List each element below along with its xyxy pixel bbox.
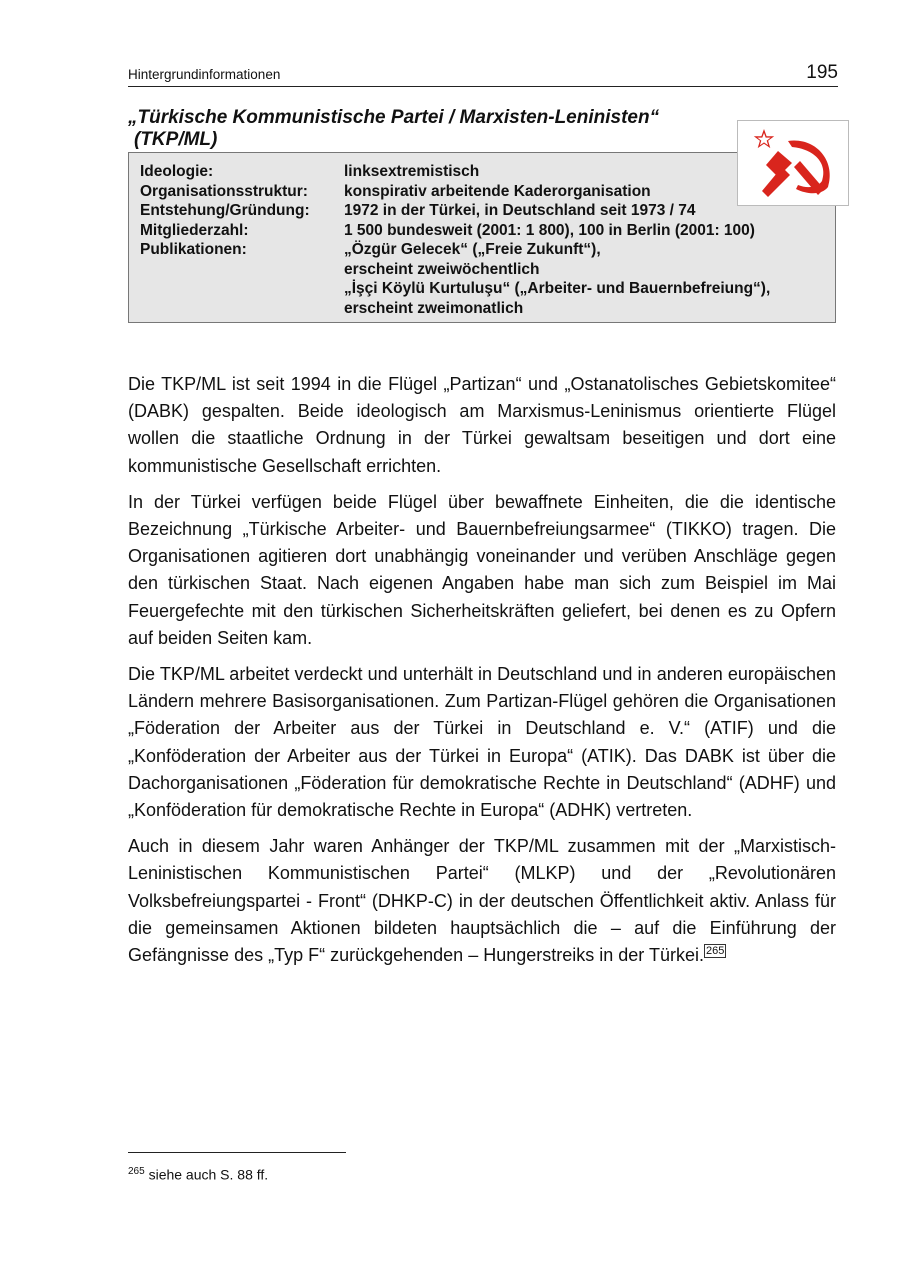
info-label: Organisationsstruktur: — [140, 182, 308, 200]
title-line-1: „Türkische Kommunistische Partei / Marxisten-Leninisten“ — [128, 107, 660, 128]
info-value — [344, 240, 770, 318]
info-label: Mitgliederzahl: — [140, 221, 249, 239]
organization-info-box — [128, 152, 836, 323]
footnote-divider — [128, 1152, 346, 1153]
info-label: Publikationen: — [140, 241, 247, 258]
footnote-number: 265 — [128, 1166, 145, 1177]
info-label: Entstehung/Gründung: — [140, 202, 310, 219]
page-number: 195 — [806, 62, 838, 83]
footnote-reference-link[interactable]: 265 — [705, 945, 725, 958]
hammer-sickle-star-icon — [737, 120, 849, 206]
publication-line: erscheint zweimonatlich — [344, 299, 524, 317]
info-value: 1972 in der Türkei, in Deutschland seit 1973 / 74 — [344, 202, 696, 219]
section-title: Hintergrundinformationen — [128, 67, 281, 82]
page-header — [128, 62, 838, 87]
paragraph: In der Türkei verfügen beide Flügel über bewaffnete Einheiten, die die identische Bezeichnung „Türkische Arbeiter- und Bauernbefreiungsarmee“ (TIKKO) tragen. Die Organisationen agitieren dort unabhängig voneinander und verüben Anschläge gegen den türkischen Staat. Nach eigenen Angaben habe man sich zum Beispiel im Mai Feuergefechte mit den türkischen Sicherheitskräften geliefert, bei denen es zu Opfern auf beiden Seiten kam. — [128, 491, 836, 648]
paragraph: Die TKP/ML ist seit 1994 in die Flügel „Partizan“ und „Ostanatolisches Gebietskomitee“ (DABK) gespalten. Beide ideologisch am Marxismus-Leninismus orientierte Flügel wollen die staatliche Ordnung in der Türkei gewaltsam beseitigen und dort eine kommunistische Gesellschaft errichten. — [128, 374, 836, 476]
body-text — [128, 371, 836, 978]
publication-line: „Özgür Gelecek“ („Freie Zukunft“), — [344, 241, 601, 258]
info-label: Ideologie: — [140, 163, 214, 180]
info-value: linksextremistisch — [344, 163, 480, 180]
paragraph: Die TKP/ML arbeitet verdeckt und unterhält in Deutschland und in anderen europäischen Ländern mehrere Basisorganisationen. Zum Partizan-Flügel gehören die Organisationen „Föderation der Arbeiter aus der Türkei in Deutschland e. V.“ (ATIF) und die „Konföderation der Arbeiter aus der Türkei in Europa“ (ATIK). Das DABK ist über die Dachorganisationen „Föderation für demokratische Rechte in Deutschland“ (ADHF) und „Konföderation für demokratische Rechte in Europa“ (ADHK) vertreten. — [128, 664, 836, 821]
organization-title — [128, 107, 659, 151]
title-line-2: (TKP/ML) — [134, 129, 218, 150]
footnote — [128, 1166, 268, 1183]
paragraph-last — [128, 833, 836, 969]
info-value: 1 500 bundesweit (2001: 1 800), 100 in Berlin (2001: 100) — [344, 221, 755, 239]
paragraph-text: Auch in diesem Jahr waren Anhänger der TKP/ML zusammen mit der „Marxistisch-Leninistischen Kommunistischen Partei“ (MLKP) und der „Revolutionären Volksbefreiungspartei - Front“ (DHKP-C) in der deutschen Öffentlichkeit aktiv. Anlass für die gemeinsamen Aktionen bildeten hauptsächlich die – auf die Einführung der Gefängnisse des „Typ F“ zurückgehenden – Hungerstreiks in der Türkei. — [128, 836, 836, 966]
info-value: konspirativ arbeitende Kaderorganisation — [344, 182, 651, 200]
publication-line: erscheint zweiwöchentlich — [344, 260, 540, 278]
footnote-text: siehe auch S. 88 ff. — [148, 1166, 269, 1183]
publication-line: „İşçi Köylü Kurtuluşu“ („Arbeiter- und Bauernbefreiung“), — [344, 280, 771, 297]
